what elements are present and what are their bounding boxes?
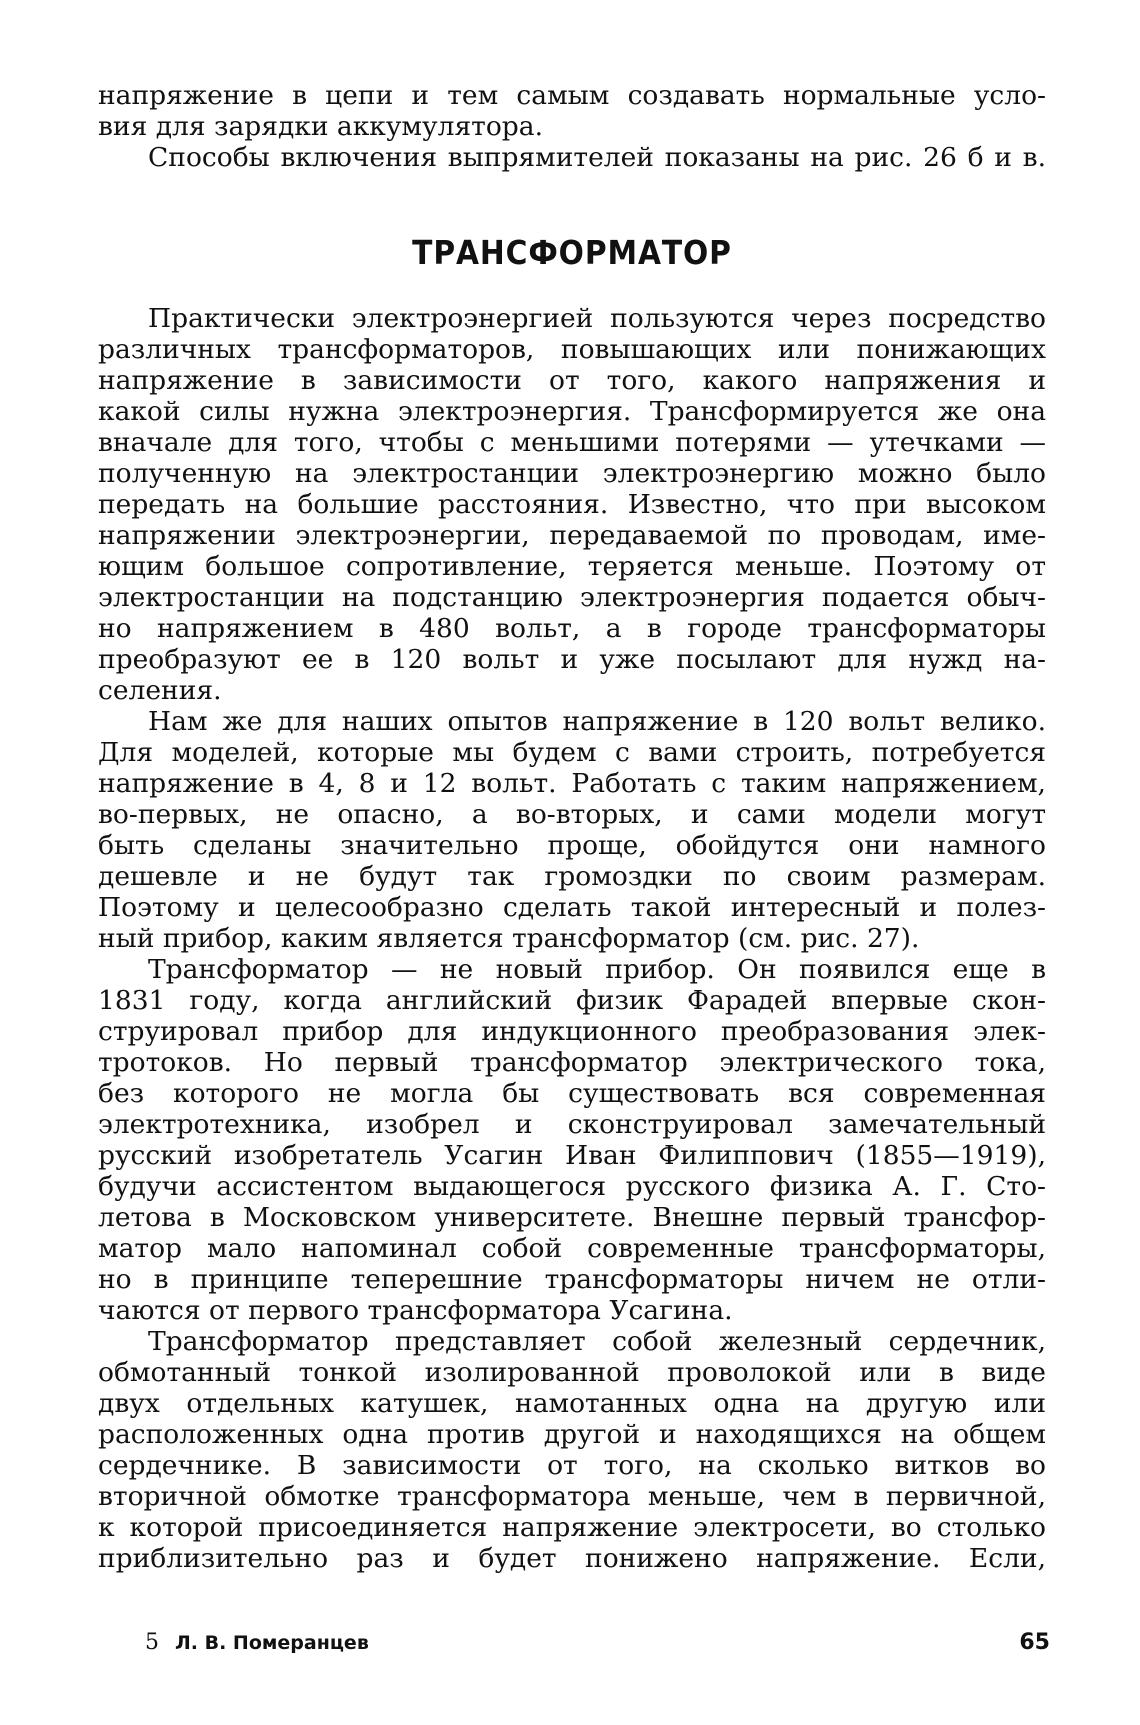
text-line: будучи ассистентом выдающегося русского физика А. Г. Сто-	[98, 1171, 1046, 1202]
book-page	[98, 80, 1046, 1670]
text-line: сердечнике. В зависимости от того, на сколько витков во	[98, 1450, 1046, 1481]
text-line: Для моделей, которые мы будем с вами строить, потребуется	[98, 737, 1046, 768]
text-line: Трансформатор — не новый прибор. Он появился еще в	[148, 954, 1046, 985]
paragraph-4	[98, 1326, 1046, 1574]
text-line: электростанции на подстанцию электроэнергия подается обыч-	[98, 582, 1046, 613]
text-line: какой силы нужна электроэнергия. Трансформируется же она	[98, 396, 1046, 427]
text-line: Трансформатор представляет собой железный сердечник,	[148, 1326, 1046, 1357]
text-line: Поэтому и целесообразно сделать такой интересный и полез-	[98, 892, 1046, 923]
text-line: напряжение в 4, 8 и 12 вольт. Работать с таким напряжением,	[98, 768, 1046, 799]
text-line: тротоков. Но первый трансформатор электрического тока,	[98, 1047, 1046, 1078]
text-line: напряжении электроэнергии, передаваемой по проводам, име-	[98, 520, 1046, 551]
text-line: Способы включения выпрямителей показаны на рис. 26 б и в.	[148, 142, 1046, 173]
text-line: приблизительно раз и будет понижено напряжение. Если,	[98, 1543, 1046, 1574]
author-name: Л. В. Померанцев	[175, 1632, 369, 1654]
text-line: без которого не могла бы существовать вся современная	[98, 1078, 1046, 1109]
text-line: во-первых, не опасно, а во-вторых, и сами модели могут	[98, 799, 1046, 830]
text-line: дешевле и не будут так громоздки по своим размерам.	[98, 861, 1046, 892]
text-line: расположенных одна против другой и находящихся на общем	[98, 1419, 1046, 1450]
paragraph-1	[98, 303, 1046, 706]
text-line: быть сделаны значительно проще, обойдутся они намного	[98, 830, 1046, 861]
intro-paragraph	[98, 80, 1046, 173]
text-line: к которой присоединяется напряжение электросети, во столько	[98, 1512, 1046, 1543]
section-heading: ТРАНСФОРМАТОР	[412, 233, 732, 272]
text-line: 1831 году, когда английский физик Фарадей впервые скон-	[98, 985, 1046, 1016]
text-line: напряжение в зависимости от того, какого напряжения и	[98, 365, 1046, 396]
text-line: Практически электроэнергией пользуются через посредство	[148, 303, 1046, 334]
text-line: электротехника, изобрел и сконструировал замечательный	[98, 1109, 1046, 1140]
text-line: чаются от первого трансформатора Усагина.	[98, 1295, 733, 1326]
text-line: но в принципе теперешние трансформаторы ничем не отли-	[98, 1264, 1046, 1295]
paragraph-3	[98, 954, 1046, 1326]
signature-mark: 5	[145, 1630, 159, 1655]
text-line: преобразуют ее в 120 вольт и уже посылают для нужд на-	[98, 644, 1046, 675]
text-line: селения.	[98, 675, 222, 706]
text-line: обмотанный тонкой изолированной проволокой или в виде	[98, 1357, 1046, 1388]
text-line: летова в Московском университете. Внешне первый трансфор-	[98, 1202, 1046, 1233]
text-line: вторичной обмотке трансформатора меньше, чем в первичной,	[98, 1481, 1046, 1512]
paragraph-2	[98, 706, 1046, 954]
text-line: Нам же для наших опытов напряжение в 120 вольт велико.	[148, 706, 1046, 737]
text-line: струировал прибор для индукционного преобразования элек-	[98, 1016, 1046, 1047]
text-line: двух отдельных катушек, намотанных одна на другую или	[98, 1388, 1046, 1419]
text-line: различных трансформаторов, повышающих или понижающих	[98, 334, 1046, 365]
text-line: ный прибор, каким является трансформатор (см. рис. 27).	[98, 923, 920, 954]
page-footer	[145, 1630, 1050, 1660]
text-line: но напряжением в 480 вольт, а в городе трансформаторы	[98, 613, 1046, 644]
text-line: вначале для того, чтобы с меньшими потерями — утечками —	[98, 427, 1046, 458]
text-line: передать на большие расстояния. Известно, что при высоком	[98, 489, 1046, 520]
text-line: русский изобретатель Усагин Иван Филиппович (1855—1919),	[98, 1140, 1046, 1171]
text-line: вия для зарядки аккумулятора.	[98, 111, 543, 142]
text-line: ющим большое сопротивление, теряется меньше. Поэтому от	[98, 551, 1046, 582]
text-line: матор мало напоминал собой современные трансформаторы,	[98, 1233, 1046, 1264]
text-line: полученную на электростанции электроэнергию можно было	[98, 458, 1046, 489]
text-line: напряжение в цепи и тем самым создавать нормальные усло-	[98, 80, 1046, 111]
page-number: 65	[1019, 1630, 1050, 1655]
